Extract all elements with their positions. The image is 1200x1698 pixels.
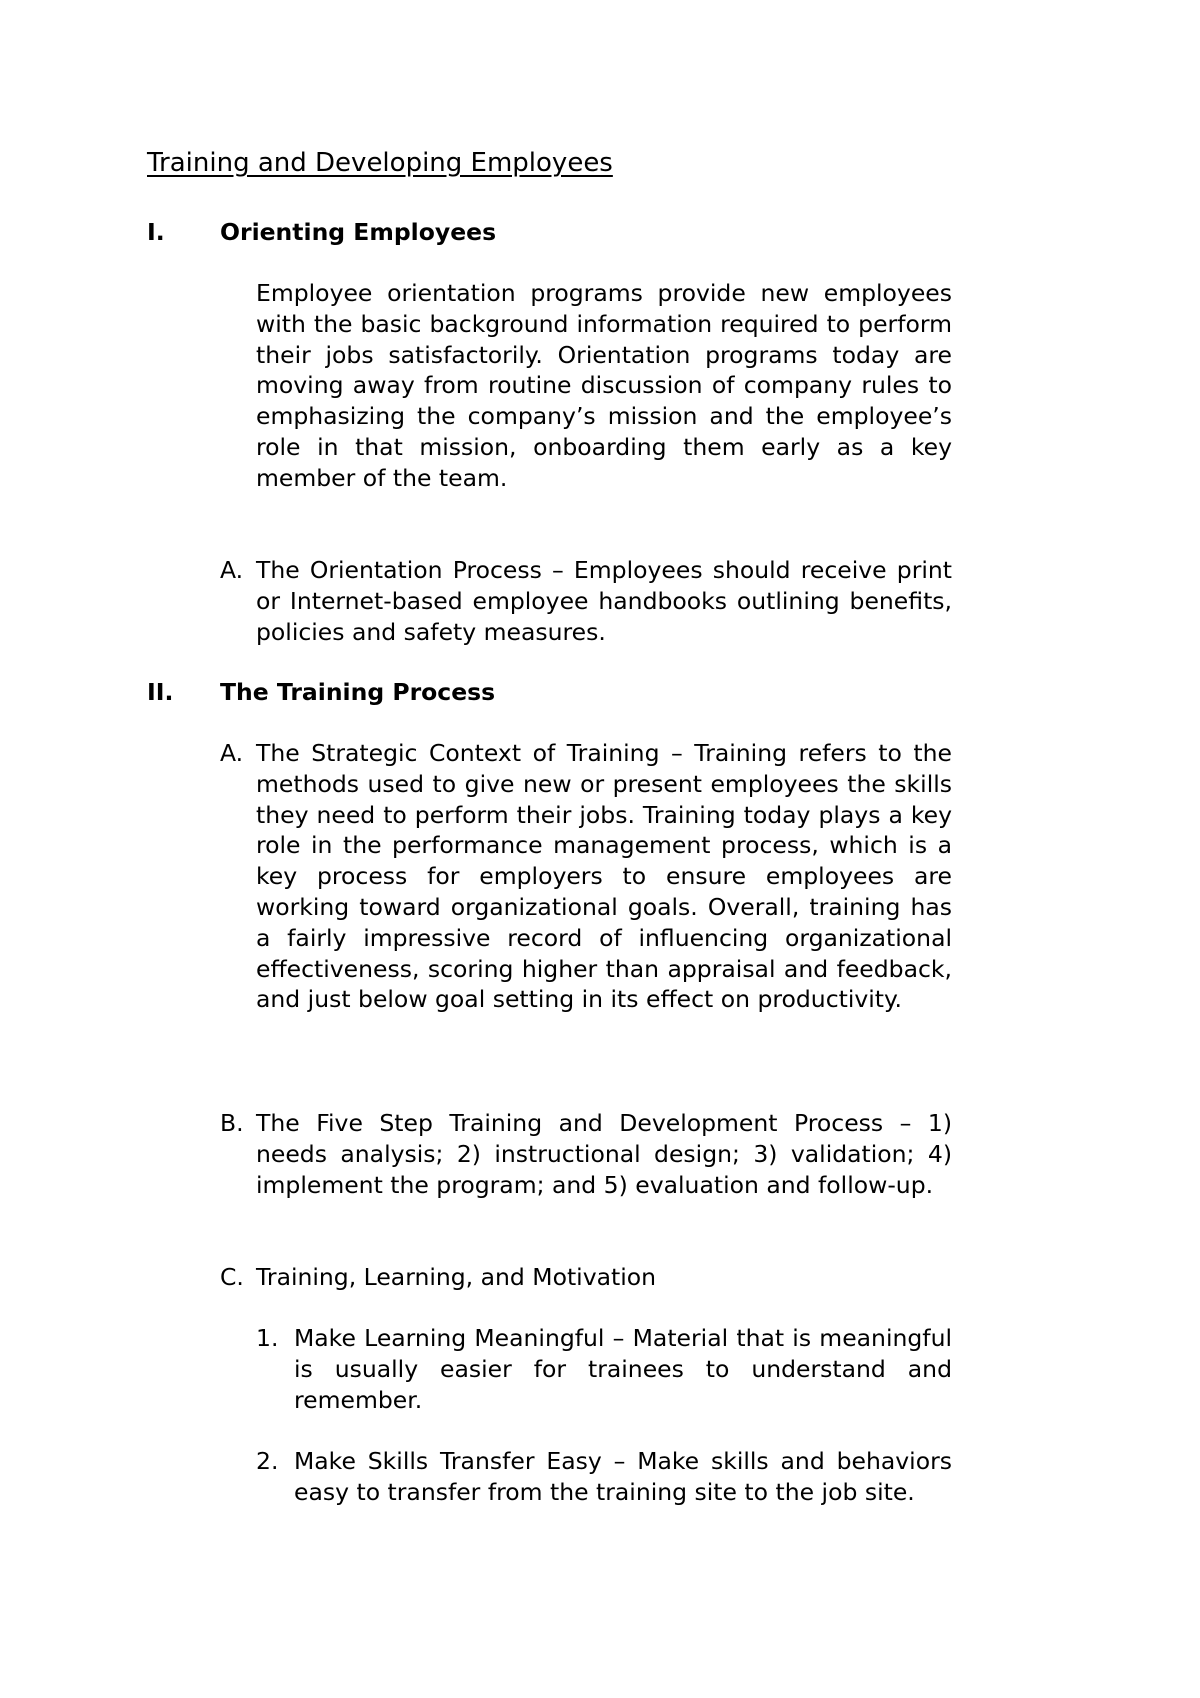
section-2-item-b-marker: B.	[220, 1109, 244, 1137]
section-2-item-b-text: The Five Step Training and Development Process – 1) needs analysis; 2) instructional design; 3) validation; 4) implement the program; and 5) evaluation and follow-up.	[256, 1109, 952, 1199]
document-title: Training and Developing Employees	[147, 148, 613, 178]
section-2-heading: The Training Process	[220, 678, 496, 706]
section-1-numeral: I.	[147, 218, 165, 246]
section-1-item-a-marker: A.	[220, 556, 244, 584]
subitem-1-text: Make Learning Meaningful – Material that is meaningful is usually easier for trainees to understand and remember.	[294, 1324, 952, 1414]
section-2-item-a-marker: A.	[220, 739, 244, 767]
section-1-heading: Orienting Employees	[220, 218, 497, 246]
subitem-2-text: Make Skills Transfer Easy – Make skills and behaviors easy to transfer from the training site to the job site.	[294, 1447, 952, 1506]
subitem-1-marker: 1.	[256, 1324, 279, 1352]
section-2-item-c-text: Training, Learning, and Motivation	[256, 1263, 657, 1291]
section-1-intro-paragraph: Employee orientation programs provide new employees with the basic background information required to perform their jobs satisfactorily. Orientation programs today are moving away from routine discussion of company rules to emphasizing the company’s mission and the employee’s role in that mission, onboarding them early as a key member of the team.	[256, 279, 952, 492]
section-2-numeral: II.	[147, 678, 174, 706]
section-2-item-c-marker: C.	[220, 1263, 244, 1291]
section-1-item-a-text: The Orientation Process – Employees should receive print or Internet-based employee handbooks outlining benefits, policies and safety measures.	[256, 556, 952, 646]
section-2-item-a-text: The Strategic Context of Training – Training refers to the methods used to give new or present employees the skills they need to perform their jobs. Training today plays a key role in the performance management process, which is a key process for employers to ensure employees are working toward organizational goals. Overall, training has a fairly impressive record of influencing organizational effectiveness, scoring higher than appraisal and feedback, and just below goal setting in its effect on productivity.	[256, 739, 952, 1014]
subitem-2-marker: 2.	[256, 1447, 279, 1475]
